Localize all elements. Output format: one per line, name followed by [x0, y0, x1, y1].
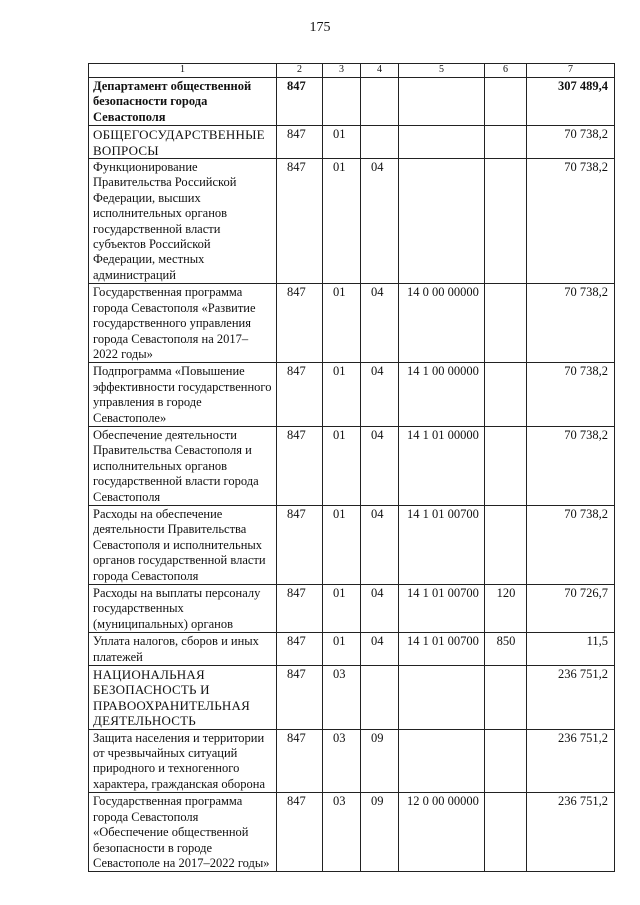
cell-amount: 236 751,2 [527, 666, 615, 730]
cell-expense-type [485, 793, 527, 872]
cell-ved-code: 847 [277, 585, 323, 633]
cell-section-code: 01 [323, 426, 361, 505]
cell-name: Функционирование Правительства Российской Федерации, высших исполнительных органов государственной власти субъектов Российской Федерации, местных администраций [89, 159, 277, 284]
cell-subsection-code: 04 [361, 505, 399, 584]
cell-expense-type [485, 126, 527, 159]
cell-expense-type [485, 159, 527, 284]
column-header: 5 [399, 64, 485, 78]
table-row [89, 159, 615, 284]
cell-expense-type [485, 78, 527, 126]
cell-name: Департамент общественной безопасности города Севастополя [89, 78, 277, 126]
cell-name: Расходы на обеспечение деятельности Правительства Севастополя и исполнительных органов государственной власти города Севастополя [89, 505, 277, 584]
cell-amount: 70 738,2 [527, 126, 615, 159]
cell-name: НАЦИОНАЛЬНАЯ БЕЗОПАСНОСТЬ И ПРАВООХРАНИТЕЛЬНАЯ ДЕЯТЕЛЬНОСТЬ [89, 666, 277, 730]
cell-subsection-code: 04 [361, 284, 399, 363]
cell-ved-code: 847 [277, 633, 323, 666]
cell-subsection-code: 09 [361, 729, 399, 793]
cell-ved-code: 847 [277, 729, 323, 793]
column-header: 4 [361, 64, 399, 78]
cell-target-code [399, 159, 485, 284]
column-header: 6 [485, 64, 527, 78]
cell-target-code: 14 1 01 00700 [399, 633, 485, 666]
cell-subsection-code: 09 [361, 793, 399, 872]
cell-ved-code: 847 [277, 666, 323, 730]
column-header: 2 [277, 64, 323, 78]
cell-target-code: 14 0 00 00000 [399, 284, 485, 363]
table-row [89, 78, 615, 126]
cell-target-code [399, 666, 485, 730]
cell-section-code [323, 78, 361, 126]
table-row [89, 505, 615, 584]
cell-name: Уплата налогов, сборов и иных платежей [89, 633, 277, 666]
cell-target-code: 12 0 00 00000 [399, 793, 485, 872]
table-row [89, 426, 615, 505]
cell-target-code: 14 1 01 00700 [399, 505, 485, 584]
cell-expense-type: 120 [485, 585, 527, 633]
cell-expense-type [485, 363, 527, 427]
cell-amount: 307 489,4 [527, 78, 615, 126]
cell-expense-type [485, 666, 527, 730]
cell-subsection-code: 04 [361, 159, 399, 284]
cell-ved-code: 847 [277, 363, 323, 427]
cell-expense-type [485, 729, 527, 793]
cell-amount: 70 726,7 [527, 585, 615, 633]
table-row [89, 666, 615, 730]
cell-ved-code: 847 [277, 126, 323, 159]
cell-subsection-code: 04 [361, 426, 399, 505]
cell-section-code: 01 [323, 284, 361, 363]
column-header: 1 [89, 64, 277, 78]
cell-amount: 70 738,2 [527, 363, 615, 427]
cell-ved-code: 847 [277, 284, 323, 363]
cell-target-code [399, 126, 485, 159]
cell-amount: 11,5 [527, 633, 615, 666]
header-row [89, 64, 615, 78]
cell-target-code: 14 1 01 00700 [399, 585, 485, 633]
table-row [89, 793, 615, 872]
cell-ved-code: 847 [277, 426, 323, 505]
cell-subsection-code [361, 666, 399, 730]
page-number: 175 [309, 20, 331, 35]
cell-expense-type [485, 505, 527, 584]
table-row [89, 284, 615, 363]
cell-amount: 70 738,2 [527, 505, 615, 584]
cell-expense-type [485, 426, 527, 505]
cell-amount: 236 751,2 [527, 793, 615, 872]
table-row [89, 729, 615, 793]
cell-section-code: 03 [323, 793, 361, 872]
cell-amount: 236 751,2 [527, 729, 615, 793]
cell-section-code: 01 [323, 363, 361, 427]
cell-name: Государственная программа города Севастополя «Обеспечение общественной безопасности в городе Севастополе на 2017–2022 годы» [89, 793, 277, 872]
cell-section-code: 01 [323, 585, 361, 633]
cell-target-code [399, 729, 485, 793]
cell-amount: 70 738,2 [527, 159, 615, 284]
cell-ved-code: 847 [277, 793, 323, 872]
cell-subsection-code: 04 [361, 363, 399, 427]
table-row [89, 633, 615, 666]
cell-name: Подпрограмма «Повышение эффективности государственного управления в городе Севастополе» [89, 363, 277, 427]
column-header: 3 [323, 64, 361, 78]
cell-name: Государственная программа города Севастополя «Развитие государственного управления города Севастополя на 2017–2022 годы» [89, 284, 277, 363]
cell-name: ОБЩЕГОСУДАРСТВЕННЫЕ ВОПРОСЫ [89, 126, 277, 159]
column-header: 7 [527, 64, 615, 78]
budget-table [88, 63, 615, 872]
cell-target-code: 14 1 01 00000 [399, 426, 485, 505]
cell-amount: 70 738,2 [527, 284, 615, 363]
cell-subsection-code [361, 126, 399, 159]
table-row [89, 585, 615, 633]
cell-section-code: 03 [323, 666, 361, 730]
table-row [89, 363, 615, 427]
cell-amount: 70 738,2 [527, 426, 615, 505]
cell-ved-code: 847 [277, 505, 323, 584]
cell-section-code: 01 [323, 126, 361, 159]
cell-section-code: 03 [323, 729, 361, 793]
cell-ved-code: 847 [277, 78, 323, 126]
cell-subsection-code: 04 [361, 585, 399, 633]
cell-section-code: 01 [323, 505, 361, 584]
cell-ved-code: 847 [277, 159, 323, 284]
cell-section-code: 01 [323, 159, 361, 284]
cell-subsection-code [361, 78, 399, 126]
cell-expense-type [485, 284, 527, 363]
cell-name: Защита населения и территории от чрезвычайных ситуаций природного и техногенного характера, гражданская оборона [89, 729, 277, 793]
cell-target-code: 14 1 00 00000 [399, 363, 485, 427]
cell-subsection-code: 04 [361, 633, 399, 666]
cell-name: Обеспечение деятельности Правительства Севастополя и исполнительных органов государственной власти города Севастополя [89, 426, 277, 505]
cell-name: Расходы на выплаты персоналу государственных (муниципальных) органов [89, 585, 277, 633]
cell-expense-type: 850 [485, 633, 527, 666]
table-row [89, 126, 615, 159]
cell-target-code [399, 78, 485, 126]
cell-section-code: 01 [323, 633, 361, 666]
